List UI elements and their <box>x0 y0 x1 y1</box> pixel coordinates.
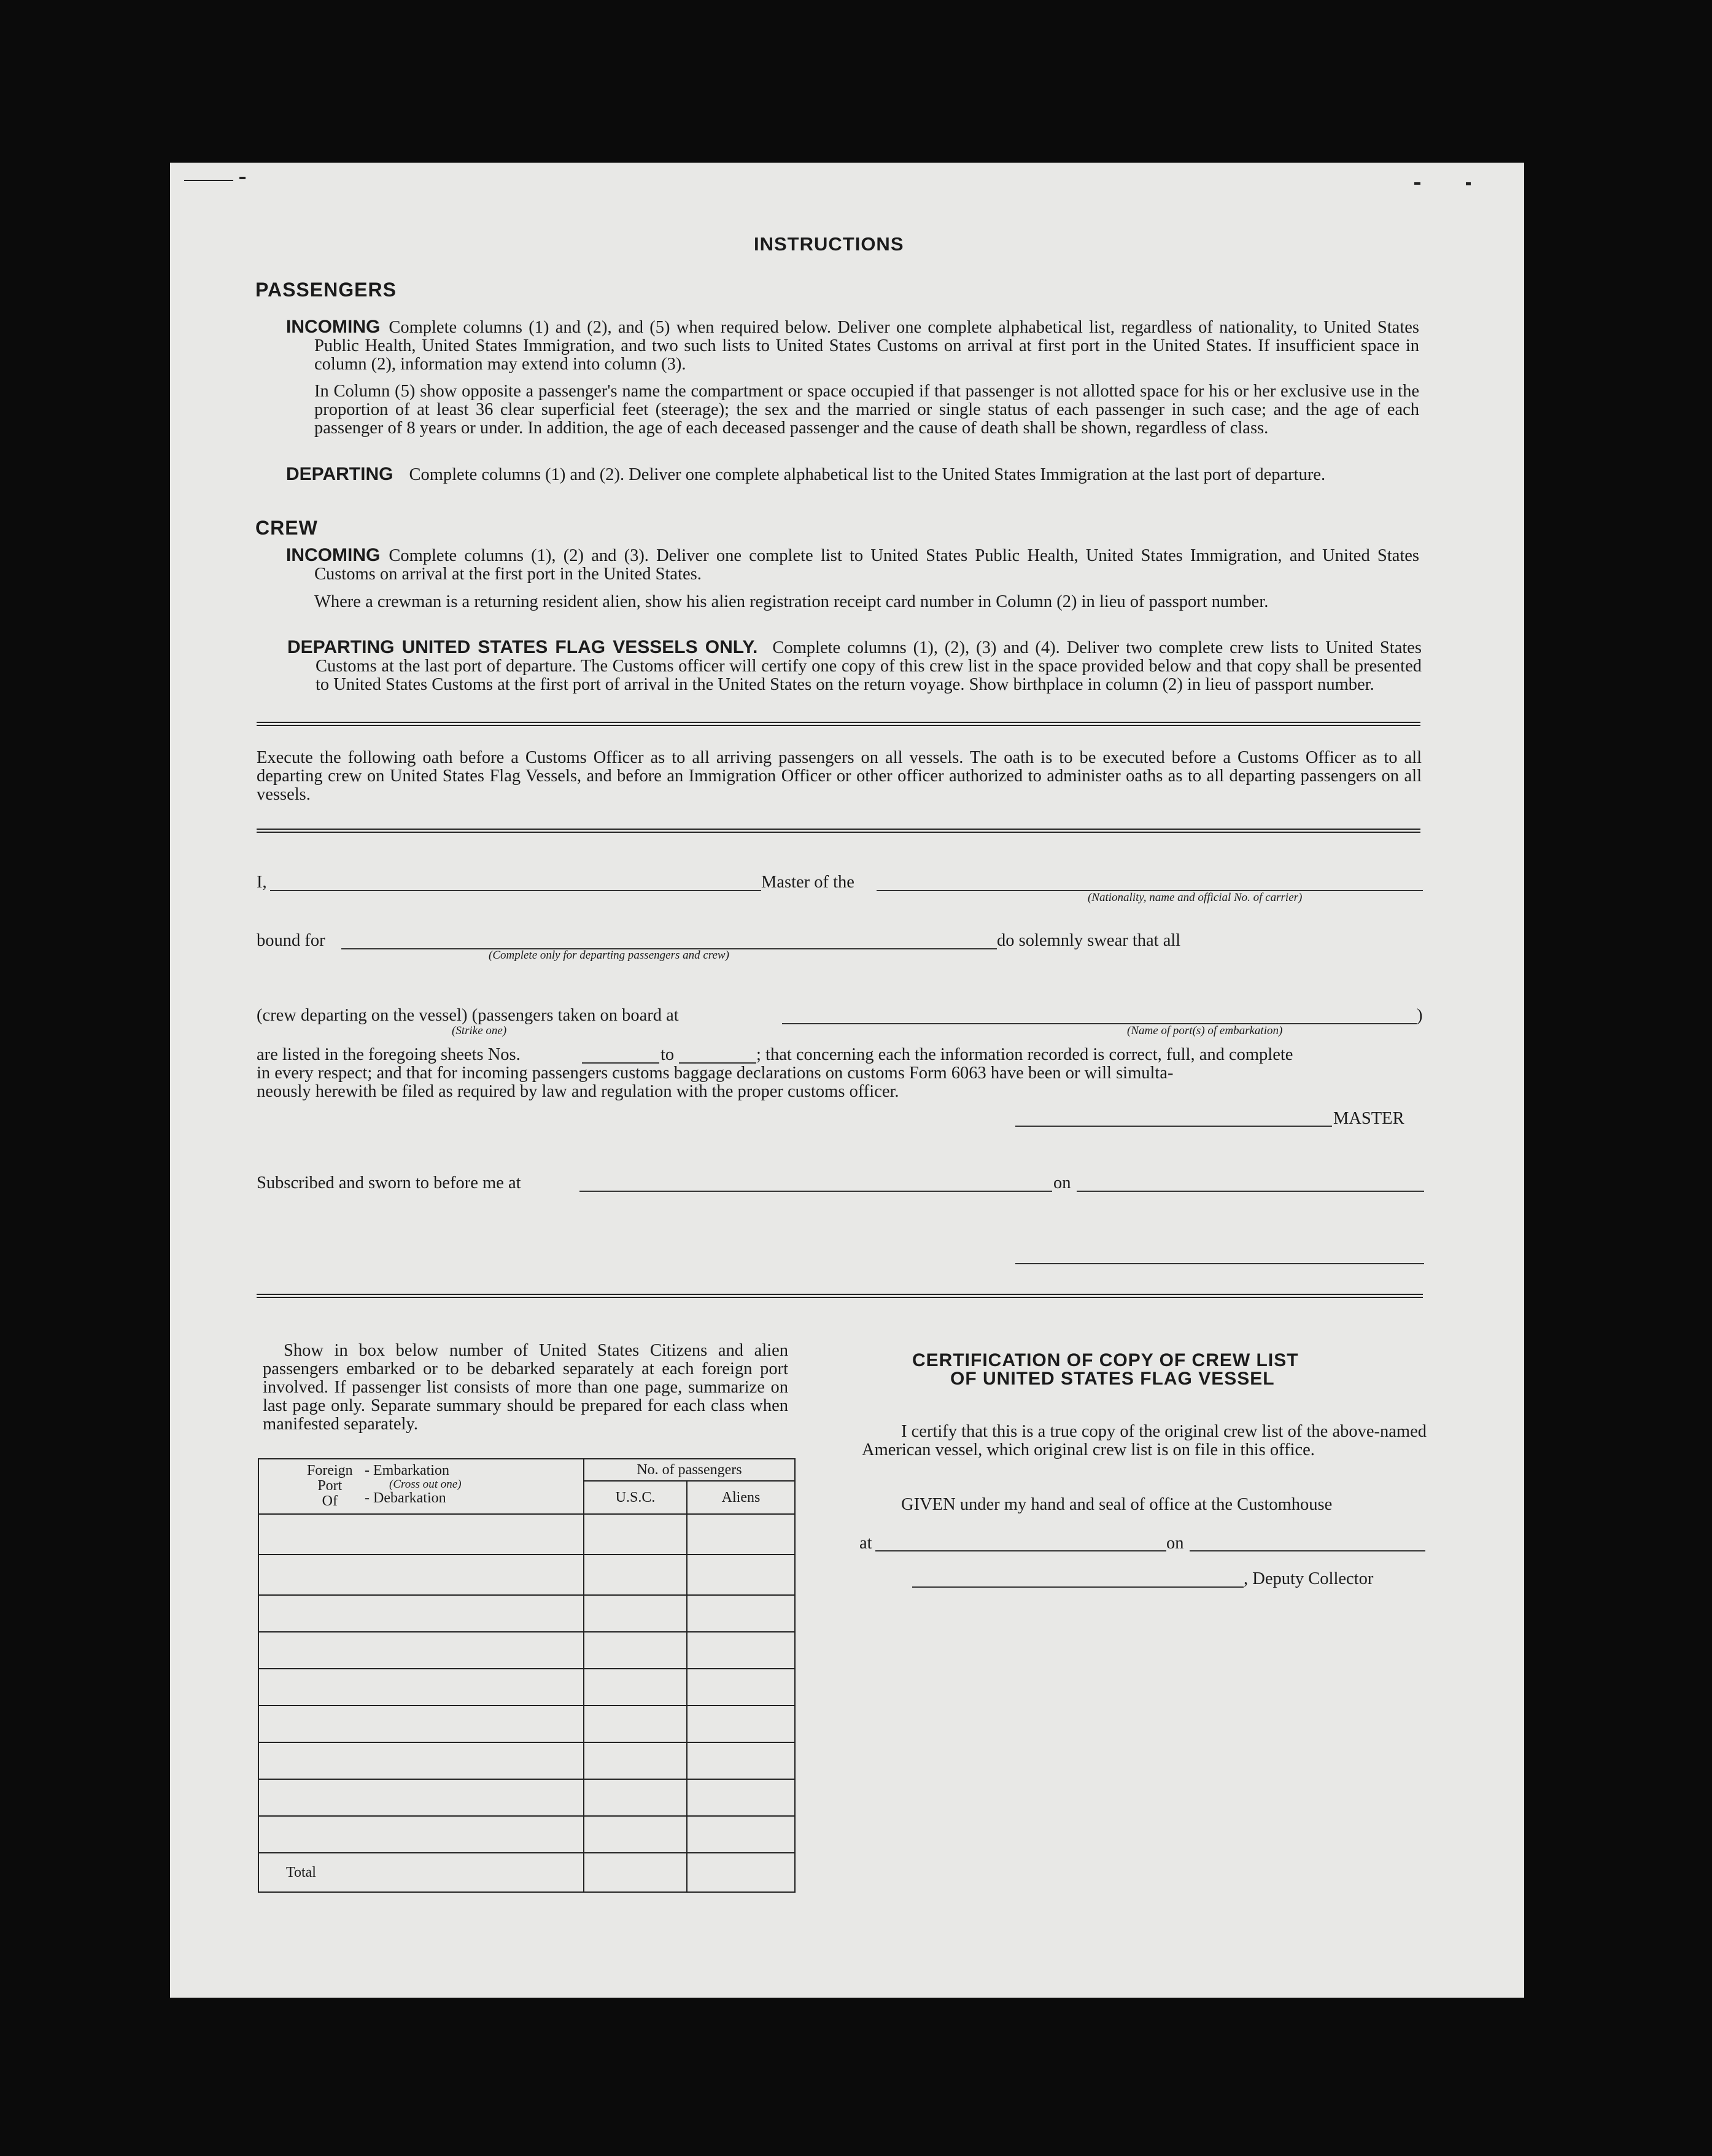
master-name-line <box>270 890 761 891</box>
listed-label: are listed in the foregoing sheets Nos. <box>257 1045 521 1064</box>
port-cell[interactable] <box>258 1706 584 1742</box>
master-signature-line <box>1015 1126 1332 1127</box>
aliens-cell[interactable] <box>687 1595 795 1632</box>
aliens-cell[interactable] <box>687 1632 795 1669</box>
certification-text: I certify that this is a true copy of the original crew list of the above-named American vessel, which original crew list is on file in this office. <box>862 1422 1427 1459</box>
total-label: Total <box>258 1853 584 1892</box>
corner-mark <box>239 177 246 179</box>
corner-mark <box>1414 182 1420 185</box>
usc-cell[interactable] <box>584 1595 687 1632</box>
port-cell[interactable] <box>258 1595 584 1632</box>
certification-at-label: at <box>859 1534 872 1553</box>
oath-master-of-label: Master of the <box>761 873 854 892</box>
certification-heading-1: CERTIFICATION OF COPY OF CREW LIST <box>912 1350 1299 1370</box>
passengers-departing-text: Complete columns (1) and (2). Deliver one complete alphabetical list to the United States Immigration at the last port of departure. <box>409 465 1326 484</box>
crew-incoming-paragraph <box>286 545 1419 584</box>
corner-mark <box>184 180 233 181</box>
passengers-heading: PASSENGERS <box>255 279 397 301</box>
col-debarkation: - Debarkation <box>365 1490 446 1506</box>
crew-heading: CREW <box>255 517 318 539</box>
listed-text-2: in every respect; and that for incoming passengers customs baggage declarations on customs Form 6063 have been or will simulta- <box>257 1064 1174 1083</box>
port-cell[interactable] <box>258 1779 584 1816</box>
certification-given-text: GIVEN under my hand and seal of office at the Customhouse <box>901 1495 1333 1514</box>
summary-instructions: Show in box below number of United States Citizens and alien passengers embarked or to be debarked separately at each foreign port involved. If passenger list consists of more than one page, summarize on last page only. Separate summary should be prepared for each class when manifested separately. <box>263 1341 788 1434</box>
port-cell[interactable] <box>258 1514 584 1555</box>
oath-intro: Execute the following oath before a Customs Officer as to all arriving passengers on all vessels. The oath is to be executed before a Customs Officer as to all departing crew on United States Flag Vessels, and before an Immigration Officer or other officer authorized to administer oaths as to all departing passengers on all vessels. <box>257 748 1422 804</box>
close-paren: ) <box>1417 1006 1423 1025</box>
port-header-cell <box>258 1459 584 1514</box>
section-divider <box>257 829 1420 833</box>
usc-cell[interactable] <box>584 1632 687 1669</box>
crew-departing-paragraph <box>287 637 1422 694</box>
subscribed-label: Subscribed and sworn to before me at <box>257 1173 521 1192</box>
port-cell[interactable] <box>258 1816 584 1853</box>
col-of: Of <box>322 1493 338 1509</box>
aliens-cell[interactable] <box>687 1514 795 1555</box>
usc-cell[interactable] <box>584 1742 687 1779</box>
crew-departing-text: Complete columns (1), (2), (3) and (4). Deliver two complete crew lists to United States Customs at the last port of departure. The Customs officer will certify one copy of this crew list in the space provided below and that copy shall be presented to United States Customs at the first port of arrival in the United States on the return voyage. Show birthplace in column (2) in lieu of passport number. <box>316 638 1422 694</box>
deputy-collector-label: , Deputy Collector <box>1244 1569 1374 1588</box>
port-cell[interactable] <box>258 1555 584 1595</box>
total-row <box>258 1853 795 1892</box>
deputy-signature-line <box>912 1586 1244 1588</box>
oath-i-label: I, <box>257 873 267 892</box>
usc-header: U.S.C. <box>584 1481 687 1514</box>
aliens-cell[interactable] <box>687 1555 795 1595</box>
usc-cell[interactable] <box>584 1669 687 1706</box>
crew-incoming-text: Complete columns (1), (2) and (3). Deliver one complete list to United States Public Health, United States Immigration, and United States Customs on arrival at the first port in the United States. <box>314 546 1419 584</box>
certification-on-line <box>1190 1550 1425 1551</box>
usc-cell[interactable] <box>584 1816 687 1853</box>
complete-only-note: (Complete only for departing passengers and crew) <box>489 949 729 962</box>
aliens-cell[interactable] <box>687 1669 795 1706</box>
table-row <box>258 1595 795 1632</box>
table-row <box>258 1514 795 1555</box>
aliens-cell[interactable] <box>687 1706 795 1742</box>
table-header-row <box>258 1459 795 1481</box>
table-row <box>258 1706 795 1742</box>
oath-swear-label: do solemnly swear that all <box>997 931 1181 950</box>
subscribed-on-label: on <box>1053 1173 1071 1192</box>
aliens-cell[interactable] <box>687 1816 795 1853</box>
strike-one-note: (Strike one) <box>452 1024 507 1037</box>
passengers-departing-label: DEPARTING <box>286 464 393 484</box>
passengers-departing-paragraph <box>286 464 1419 484</box>
aliens-total-cell[interactable] <box>687 1853 795 1892</box>
no-passengers-header: No. of passengers <box>584 1459 795 1481</box>
aliens-header: Aliens <box>687 1481 795 1514</box>
embarkation-ports-line <box>782 1023 1417 1024</box>
port-cell[interactable] <box>258 1742 584 1779</box>
port-cell[interactable] <box>258 1632 584 1669</box>
crew-departing-label: DEPARTING UNITED STATES FLAG VESSELS ONLY. <box>287 637 758 657</box>
passengers-incoming-paragraph <box>286 317 1419 374</box>
table-row <box>258 1669 795 1706</box>
to-label: to <box>660 1045 675 1064</box>
subscribed-at-line <box>579 1191 1052 1192</box>
crew-incoming-label: INCOMING <box>286 545 381 565</box>
listed-text-3: neously herewith be filed as required by law and regulation with the proper customs officer. <box>257 1082 899 1101</box>
master-label: MASTER <box>1333 1109 1404 1128</box>
subscribed-on-line <box>1077 1191 1424 1192</box>
port-cell[interactable] <box>258 1669 584 1706</box>
col-embarkation: - Embarkation <box>365 1462 449 1478</box>
certification-at-line <box>875 1550 1166 1551</box>
crew-resident-paragraph: Where a crewman is a returning resident alien, show his alien registration receipt card number in Column (2) in lieu of passport number. <box>314 592 1269 611</box>
table-row <box>258 1742 795 1779</box>
listed-text-1: ; that concerning each the information recorded is correct, full, and complete <box>756 1045 1293 1064</box>
col-foreign: Foreign <box>307 1462 353 1478</box>
aliens-cell[interactable] <box>687 1779 795 1816</box>
corner-mark <box>1466 182 1471 185</box>
table-row <box>258 1555 795 1595</box>
oath-bound-for-label: bound for <box>257 931 325 950</box>
table-row <box>258 1632 795 1669</box>
certification-on-label: on <box>1166 1534 1184 1553</box>
passengers-column5-paragraph: In Column (5) show opposite a passenger's name the compartment or space occupied if that passenger is not allotted space for his or her exclusive use in the proportion of at least 36 clear superficial feet (steerage); the sex and the married or single status of each passenger in such case; and the age of each passenger of 8 years or under. In addition, the age of each deceased passenger and the cause of death shall be shown, regardless of class. <box>314 382 1419 438</box>
passenger-summary-table <box>258 1458 796 1893</box>
usc-cell[interactable] <box>584 1514 687 1555</box>
section-divider <box>257 1294 1423 1298</box>
passengers-incoming-label: INCOMING <box>286 317 381 337</box>
section-divider <box>257 722 1420 726</box>
usc-cell[interactable] <box>584 1706 687 1742</box>
passengers-incoming-text: Complete columns (1) and (2), and (5) when required below. Deliver one complete alphabetical list, regardless of nationality, to United States Public Health, United States Immigration, and two such lists to United States Customs on arrival at first port in the United States. If insufficient space in column (2), information may extend into column (3). <box>314 318 1419 374</box>
table-row <box>258 1816 795 1853</box>
table-row <box>258 1779 795 1816</box>
usc-cell[interactable] <box>584 1555 687 1595</box>
aliens-cell[interactable] <box>687 1742 795 1779</box>
ports-note: (Name of port(s) of embarkation) <box>1127 1024 1283 1037</box>
col-port: Port <box>317 1478 343 1494</box>
crew-passengers-label: (crew departing on the vessel) (passengers taken on board at <box>257 1006 679 1025</box>
usc-cell[interactable] <box>584 1779 687 1816</box>
col-cross-out: (Cross out one) <box>389 1478 462 1491</box>
usc-total-cell[interactable] <box>584 1853 687 1892</box>
nationality-note: (Nationality, name and official No. of carrier) <box>1088 891 1303 904</box>
officer-signature-line <box>1015 1263 1424 1264</box>
certification-heading-2: OF UNITED STATES FLAG VESSEL <box>950 1369 1275 1389</box>
page-title: INSTRUCTIONS <box>754 233 904 255</box>
